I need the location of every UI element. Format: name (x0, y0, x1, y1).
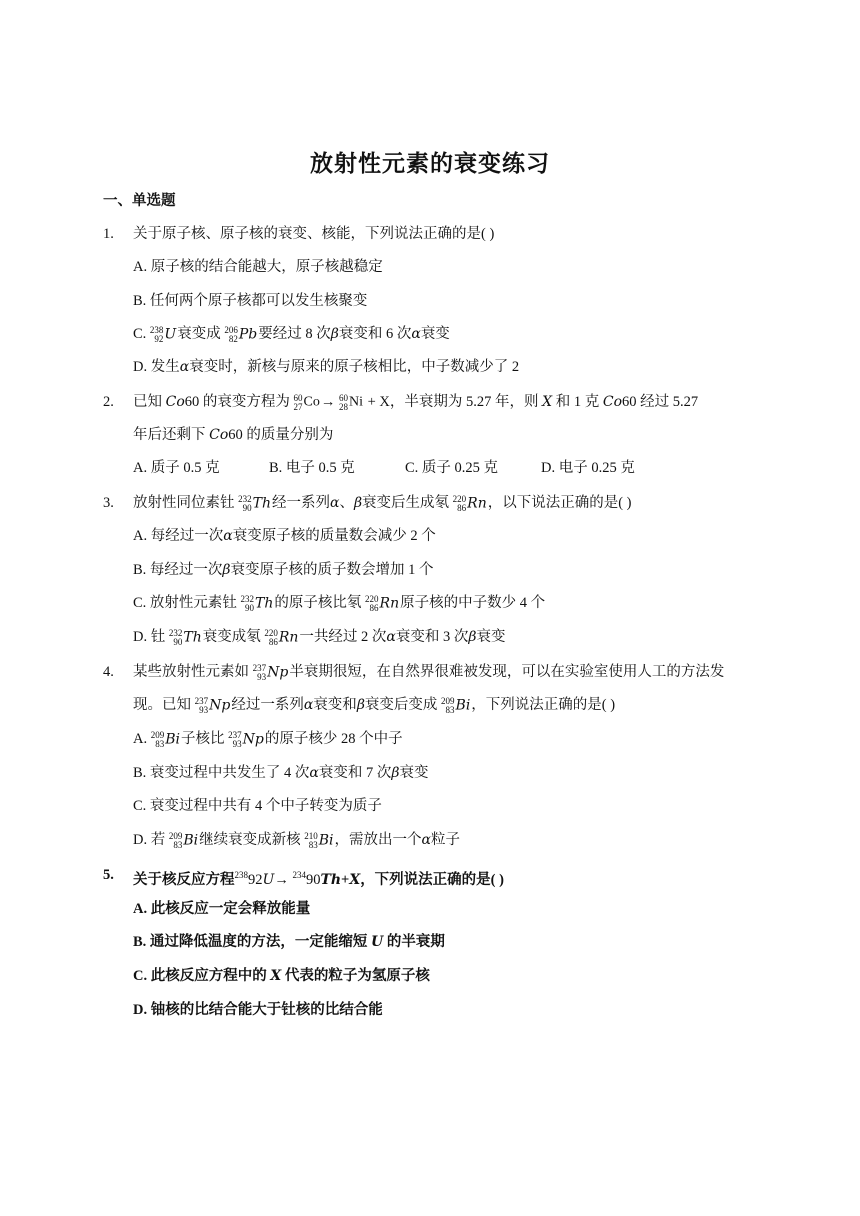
q4-option-b: B. 衰变过程中共发生了 4 次α衰变和 7 次β衰变 (133, 765, 429, 781)
nuclide-bi210: 210 83 Bi (304, 831, 334, 850)
q3-option-c: C. 放射性元素钍 232 90 Th的原子核比氡 220 86 Rn原子核的中子数少 4 个 (133, 594, 546, 613)
q2-option-b: B. 电子 0.5 克 (269, 460, 355, 476)
nuclide-rn220: 220 86 Rn (452, 494, 487, 513)
q4-stem-line1: 某些放射性元素如 237 93 Np半衰期很短，在自然界很难被发现，可以在实验室使用人工的方法发 (133, 663, 725, 682)
q2-option-a: A. 质子 0.5 克 (133, 460, 220, 476)
nuclide-np237: 237 93 Np (252, 663, 289, 682)
page-title: 放射性元素的衰变练习 (310, 151, 550, 176)
q4-option-a: A. 209 83 Bi子核比 237 93 Np的原子核少 28 个中子 (133, 730, 403, 749)
q4-option-c: C. 衰变过程中共有 4 个中子转变为质子 (133, 798, 382, 814)
q5-stem: 关于核反应方程$^{238}$92U→ $^{234}$90Th+X，下列说法正确的是( ) (133, 870, 504, 888)
q3-number: 3. (103, 495, 114, 511)
q3-stem: 放射性同位素钍 232 90 Th经一系列α、β衰变后生成氡 220 86 Rn，以下说法正确的是( ) (133, 494, 632, 513)
q2-stem-line2: 年后还剩下 Co60 的质量分别为 (133, 427, 334, 443)
q5-number: 5. (103, 867, 114, 883)
nuclide-bi209: 209 83 Bi (441, 696, 471, 715)
q3-option-b: B. 每经过一次β衰变原子核的质子数会增加 1 个 (133, 562, 434, 578)
q5-option-a: A. 此核反应一定会释放能量 (133, 901, 311, 917)
nuclide-pb206: 206 82 Pb (224, 325, 258, 344)
q1-option-b: B. 任何两个原子核都可以发生核聚变 (133, 293, 368, 309)
q1-option-d: D. 发生α衰变时，新核与原来的原子核相比，中子数减少了 2 (133, 359, 520, 375)
q2-number: 2. (103, 394, 114, 410)
section-heading: 一、单选题 (103, 193, 176, 209)
nuclide-th232: 232 90 Th (238, 494, 271, 513)
q1-number: 1. (103, 226, 114, 242)
nuclide-co60: 60 27 Co (293, 393, 320, 412)
q2-option-c: C. 质子 0.25 克 (405, 460, 499, 476)
nuclide-u238: 238 92 U (149, 325, 177, 344)
q1-option-c: C. 238 92 U衰变成 206 82 Pb要经过 8 次β衰变和 6 次α衰变 (133, 325, 450, 344)
nuclide-ni60: 60 28 Ni (338, 393, 363, 412)
q5-option-d: D. 铀核的比结合能大于钍核的比结合能 (133, 1002, 383, 1018)
q5-option-c: C. 此核反应方程中的 X 代表的粒子为氢原子核 (133, 968, 430, 984)
q1-stem: 关于原子核、原子核的衰变、核能，下列说法正确的是( ) (133, 226, 495, 242)
q4-stem-line2: 现。已知 237 93 Np经过一系列α衰变和β衰变后变成 209 83 Bi，下列说法正确的是( ) (133, 696, 616, 715)
q2-option-d: D. 电子 0.25 克 (541, 460, 635, 476)
q3-option-d: D. 钍 232 90 Th衰变成氡 220 86 Rn一共经过 2 次α衰变和 3 次β衰变 (133, 628, 506, 647)
q3-option-a: A. 每经过一次α衰变原子核的质量数会减少 2 个 (133, 528, 436, 544)
q5-option-b: B. 通过降低温度的方法，一定能缩短 U 的半衰期 (133, 934, 445, 950)
q2-stem-line1: 已知 Co60 的衰变方程为 60 27 Co→ 60 28 Ni + X，半衰期为 5.27 年，则 X 和 1 克 Co60 经过 5.27 (133, 393, 699, 412)
q4-number: 4. (103, 664, 114, 680)
q1-option-a: A. 原子核的结合能越大，原子核越稳定 (133, 259, 383, 275)
q4-option-d: D. 若 209 83 Bi继续衰变成新核 210 83 Bi，需放出一个α粒子 (133, 831, 460, 850)
